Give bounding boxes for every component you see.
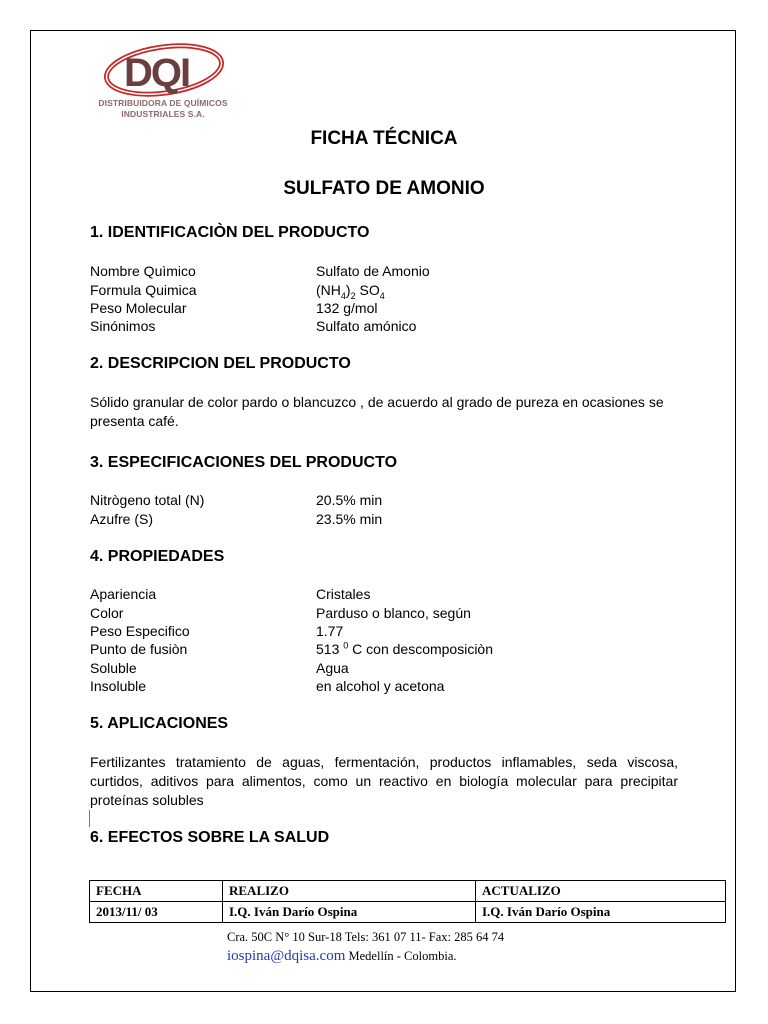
row-value: 20.5% min (316, 492, 383, 508)
section-5-heading: 5. APLICACIONES (90, 715, 229, 732)
row-label: Color (90, 605, 124, 621)
row-value: 1.77 (316, 623, 344, 639)
document-title: FICHA TÉCNICA (310, 128, 458, 149)
row-label: Nombre Quìmico (90, 263, 196, 279)
logo-subtitle (88, 98, 238, 120)
row-value: 23.5% min (316, 511, 383, 527)
table-header-cell: FECHA (90, 881, 223, 902)
contact-line (227, 947, 457, 965)
section-3-heading: 3. ESPECIFICACIONES DEL PRODUCTO (90, 454, 398, 471)
row-label: Azufre (S) (90, 511, 154, 527)
dqi-logo-mark (102, 42, 232, 98)
section-1-heading: 1. IDENTIFICACIÒN DEL PRODUCTO (90, 224, 370, 241)
logo-subtitle-line1: DISTRIBUIDORA DE QUÍMICOS (98, 98, 228, 108)
table-header-cell: REALIZO (223, 881, 476, 902)
row-label: Soluble (90, 660, 137, 676)
row-value: Parduso o blanco, según (316, 605, 471, 621)
city-text: Medellín - Colombia. (345, 949, 457, 963)
svg-text:DQI: DQI (124, 51, 190, 95)
row-value: en alcohol y acetona (316, 678, 445, 694)
row-label: Sinónimos (90, 318, 156, 334)
chemical-formula: $(NH_4)_2$ $SO_4$ (316, 282, 385, 301)
section-2-heading: 2. DESCRIPCION DEL PRODUCTO (90, 355, 351, 372)
row-value: Cristales (316, 586, 371, 602)
company-logo (88, 42, 248, 122)
email-link[interactable]: iospina@dqisa.com (227, 948, 346, 964)
row-label: Insoluble (90, 678, 147, 694)
row-label: Peso Molecular (90, 300, 187, 316)
logo-subtitle-line2: INDUSTRIALES S.A. (121, 109, 205, 119)
section-4-heading: 4. PROPIEDADES (90, 548, 225, 565)
table-row (90, 902, 726, 923)
applications-text: Fertilizantes tratamiento de aguas, fermentación, productos inflamables, seda viscosa, curtidos, aditivos para alimentos, como un reactivo en biología molecular para precipitar proteínas solubles (90, 754, 678, 808)
table-header-row (90, 881, 726, 902)
revision-table (89, 880, 726, 923)
description-text: Sólido granular de color pardo o blancuzco , de acuerdo al grado de pureza en ocasiones se presenta café. (90, 394, 664, 429)
row-value: Sulfato de Amonio (316, 263, 430, 279)
company-address: Cra. 50C N° 10 Sur-18 Tels: 361 07 11- Fax: 285 64 74 (227, 930, 505, 944)
row-label: Apariencia (90, 586, 157, 602)
row-value: 132 g/mol (316, 300, 378, 316)
row-value: Sulfato amónico (316, 318, 417, 334)
product-name: SULFATO DE AMONIO (283, 178, 485, 199)
section-6-heading: 6. EFECTOS SOBRE LA SALUD (90, 829, 330, 846)
row-value: Agua (316, 660, 349, 676)
table-cell: I.Q. Iván Darío Ospina (223, 902, 476, 923)
melting-point-value: 513 $^0$ C con descomposiciòn (316, 640, 494, 657)
row-label: Formula Quimica (90, 282, 197, 298)
row-label: Nitrògeno total (N) (90, 492, 205, 508)
text-cursor (89, 810, 90, 827)
row-label: Punto de fusiòn (90, 641, 188, 657)
row-label: Peso Especifico (90, 623, 190, 639)
table-cell: I.Q. Iván Darío Ospina (476, 902, 726, 923)
table-cell: 2013/11/ 03 (90, 902, 223, 923)
table-header-cell: ACTUALIZO (476, 881, 726, 902)
